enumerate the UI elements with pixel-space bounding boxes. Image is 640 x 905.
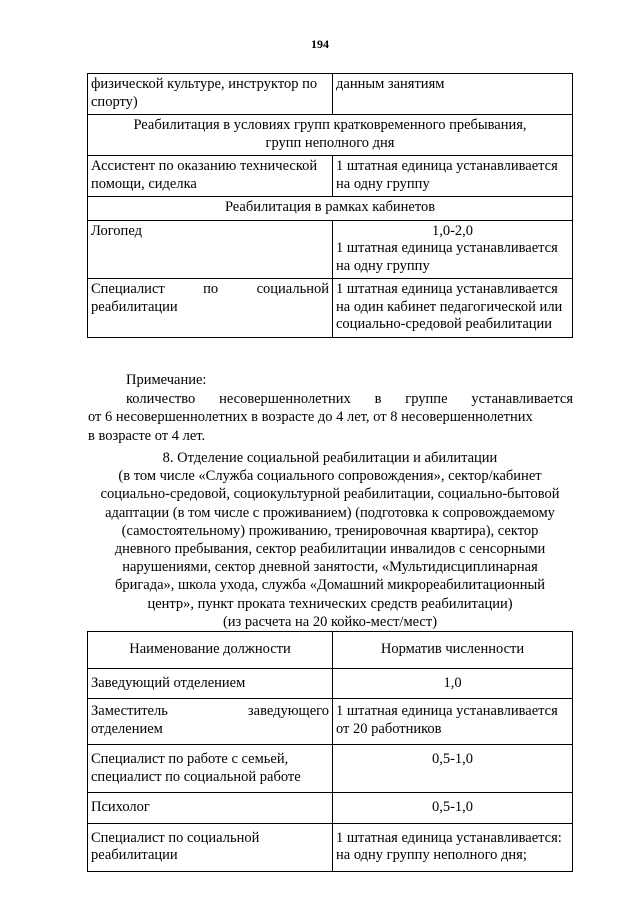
table-row [88, 823, 573, 871]
cell-line: Специалист по работе с семьей, [91, 751, 289, 767]
heading-line: нарушениями, сектор дневной занятости, «Мультидисциплинарная [122, 559, 538, 576]
heading-line: (самостоятельному) проживанию, тренировочная квартира), сектор [121, 522, 539, 539]
note-block [88, 371, 573, 445]
cell-line: социально-средовой реабилитации [336, 316, 553, 332]
cell-line: специалист по социальной работе [91, 768, 301, 785]
table-section-row [88, 197, 573, 221]
section-8-heading [80, 449, 580, 631]
norm-cell [333, 279, 573, 338]
cell-line: Специалист по социальной [91, 829, 260, 846]
cell-line: 0,5-1,0 [431, 751, 474, 767]
cell-line: на один кабинет педагогической или [336, 298, 563, 315]
cell-line: 1,0-2,0 [431, 222, 474, 239]
table-row [88, 699, 573, 745]
cell-line: на одну группу неполного дня; [336, 847, 527, 863]
position-cell [88, 220, 333, 279]
cell-line: 0,5-1,0 [431, 799, 474, 815]
cell-line: 1 штатная единица устанавливается [336, 281, 558, 297]
cell-line: Ассистент по оказанию технической [91, 158, 318, 174]
heading-line: социально-средовой, социокультурной реабилитации, социально-бытовой [100, 486, 560, 503]
cell-line: помощи, сиделка [91, 175, 197, 192]
header-position: Наименование должности [88, 632, 333, 669]
position-cell [88, 156, 333, 197]
table-row [88, 668, 573, 699]
norm-cell [333, 156, 573, 197]
heading-line: адаптации (в том числе с проживанием) (подготовка к сопровождаемому [105, 504, 555, 521]
position-cell [88, 745, 333, 793]
cell-line: отделением [91, 720, 163, 737]
cell-line: Заведующий отделением [91, 674, 246, 691]
norm-cell [333, 220, 573, 279]
table-row [88, 745, 573, 793]
note-text-line: в возрасте от 4 лет. [88, 427, 206, 444]
section-title: групп неполного дня [265, 134, 395, 151]
cell-line: на одну группу [336, 175, 430, 192]
table-section-row [88, 115, 573, 156]
table-header-row [88, 632, 573, 669]
position-cell [88, 823, 333, 871]
cell-line: 1,0 [443, 674, 462, 691]
cell-line: физической культуре, инструктор по [91, 76, 318, 92]
cell-line: 1 штатная единица устанавливается [336, 703, 558, 719]
table-row [88, 220, 573, 279]
heading-line: (из расчета на 20 койко-мест/мест) [222, 613, 438, 630]
norm-cell [333, 74, 573, 115]
cell-line: данным занятиям [336, 76, 445, 92]
section-title: Реабилитация в рамках кабинетов [224, 199, 436, 215]
norm-cell [333, 668, 573, 699]
note-text-line: количество несовершеннолетних в группе устанавливается [126, 390, 573, 407]
cell-line: Психолог [91, 799, 150, 815]
norm-cell [333, 699, 573, 745]
cell-line: Заместитель заведующего [91, 703, 329, 719]
heading-line: центр», пункт проката технических средств реабилитации) [147, 595, 513, 612]
cell-line: спорту) [91, 93, 138, 110]
cell-line: реабилитации [91, 847, 178, 863]
heading-line: бригада», школа ухода, служба «Домашний микрореабилитационный [114, 577, 546, 594]
cell-line: Специалист по социальной [91, 281, 329, 297]
section-cell [88, 197, 573, 221]
cell-line: реабилитации [91, 298, 178, 315]
position-cell [88, 793, 333, 824]
heading-line: 8. Отделение социальной реабилитации и абилитации [162, 450, 498, 466]
header-norm: Норматив численности [333, 632, 573, 669]
norm-cell [333, 793, 573, 824]
table-row [88, 279, 573, 338]
position-cell [88, 699, 333, 745]
heading-line: дневного пребывания, сектор реабилитации инвалидов с сенсорными [114, 541, 546, 558]
section-cell [88, 115, 573, 156]
table-row [88, 793, 573, 824]
position-cell [88, 74, 333, 115]
staffing-table-section-8 [87, 631, 573, 872]
page-number: 194 [311, 37, 329, 51]
section-title: Реабилитация в условиях групп кратковременного пребывания, [133, 117, 527, 133]
note-label: Примечание: [126, 372, 207, 388]
cell-line: Логопед [91, 222, 142, 239]
norm-cell [333, 745, 573, 793]
position-cell [88, 668, 333, 699]
cell-line: 1 штатная единица устанавливается: [336, 829, 562, 846]
table-row [88, 156, 573, 197]
note-text-line: от 6 несовершеннолетних в возрасте до 4 лет, от 8 несовершеннолетних [88, 409, 533, 425]
heading-line: (в том числе «Служба социального сопровождения», сектор/кабинет [118, 468, 542, 485]
cell-line: 1 штатная единица устанавливается [336, 240, 558, 256]
staffing-table-continued [87, 73, 573, 338]
position-cell [88, 279, 333, 338]
norm-cell [333, 823, 573, 871]
table-row [88, 74, 573, 115]
cell-line: от 20 работников [336, 720, 442, 737]
cell-line: 1 штатная единица устанавливается [336, 158, 558, 174]
cell-line: на одну группу [336, 257, 430, 274]
